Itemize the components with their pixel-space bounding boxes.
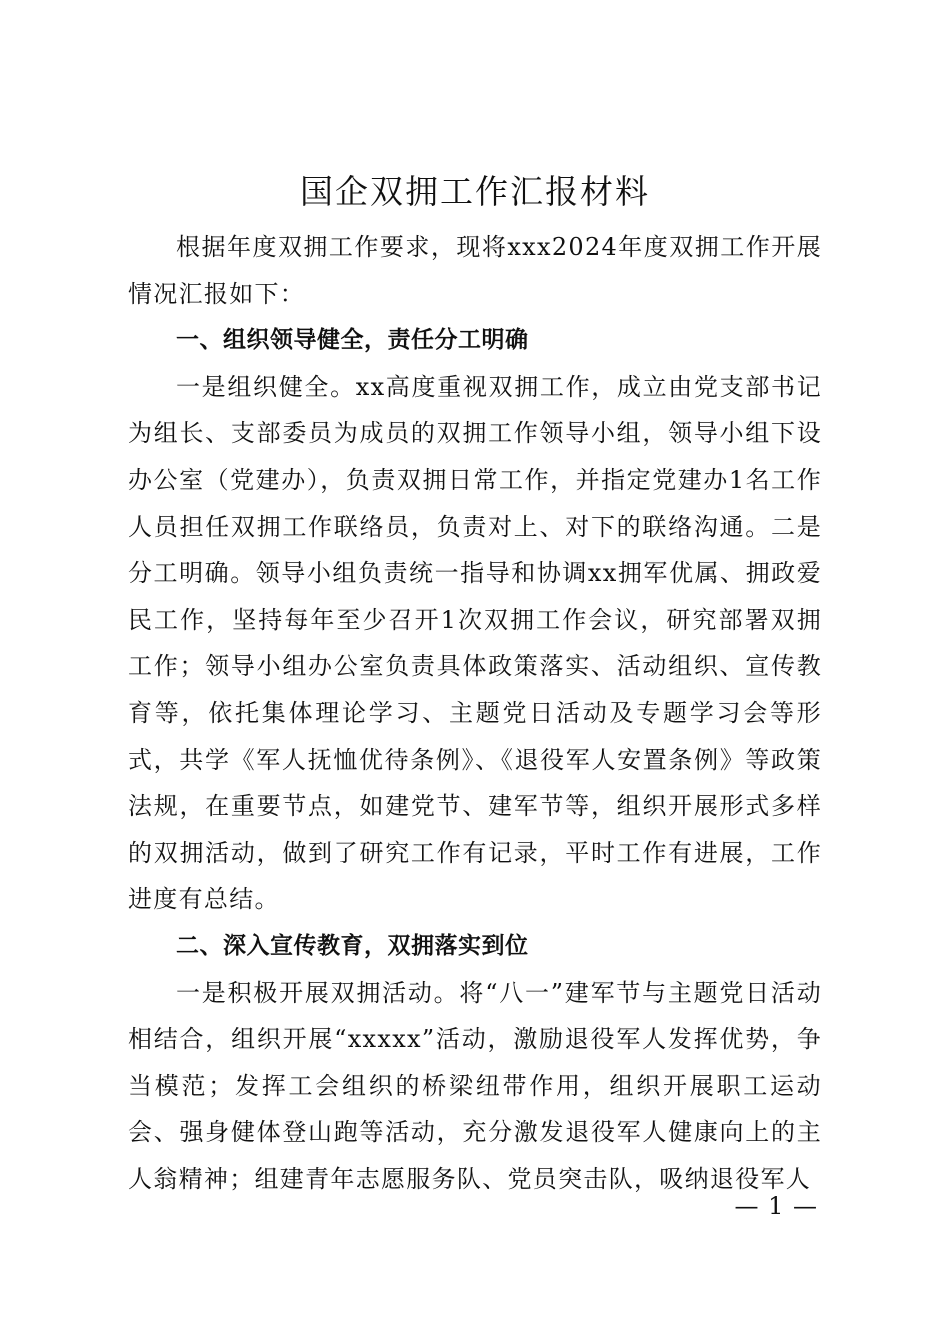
document-body	[128, 224, 822, 1202]
section-heading-1: 一、组织领导健全，责任分工明确	[176, 327, 529, 354]
section-1-paragraph: 一是组织健全。xx高度重视双拥工作，成立由党支部书记为组长、支部委员为成员的双拥工作领导小组，领导小组下设办公室（党建办），负责双拥日常工作，并指定党建办1名工作人员担任双拥工作联络员，负责对上、对下的联络沟通。二是分工明确。领导小组负责统一指导和协调xx拥军优属、拥政爱民工作，坚持每年至少召开1次双拥工作会议，研究部署双拥工作；领导小组办公室负责具体政策落实、活动组织、宣传教育等，依托集体理论学习、主题党日活动及专题学习会等形式，共学《军人抚恤优待条例》、《退役军人安置条例》等政策法规，在重要节点，如建党节、建军节等，组织开展形式多样的双拥活动，做到了研究工作有记录，平时工作有进展，工作进度有总结。	[128, 372, 822, 914]
page-number: — 1 —	[734, 1192, 818, 1220]
document-title: 国企双拥工作汇报材料	[300, 172, 650, 211]
section-2-paragraph: 一是积极开展双拥活动。将“八一”建军节与主题党日活动相结合，组织开展“xxxxx”活动，激励退役军人发挥优势，争当模范；发挥工会组织的桥梁纽带作用，组织开展职工运动会、强身健体登山跑等活动，充分激发退役军人健康向上的主人翁精神；组建青年志愿服务队、党员突击队，吸纳退役军人	[128, 978, 822, 1193]
section-heading-2: 二、深入宣传教育，双拥落实到位	[176, 932, 529, 959]
intro-paragraph: 根据年度双拥工作要求，现将xxx2024年度双拥工作开展情况汇报如下：	[128, 233, 822, 308]
